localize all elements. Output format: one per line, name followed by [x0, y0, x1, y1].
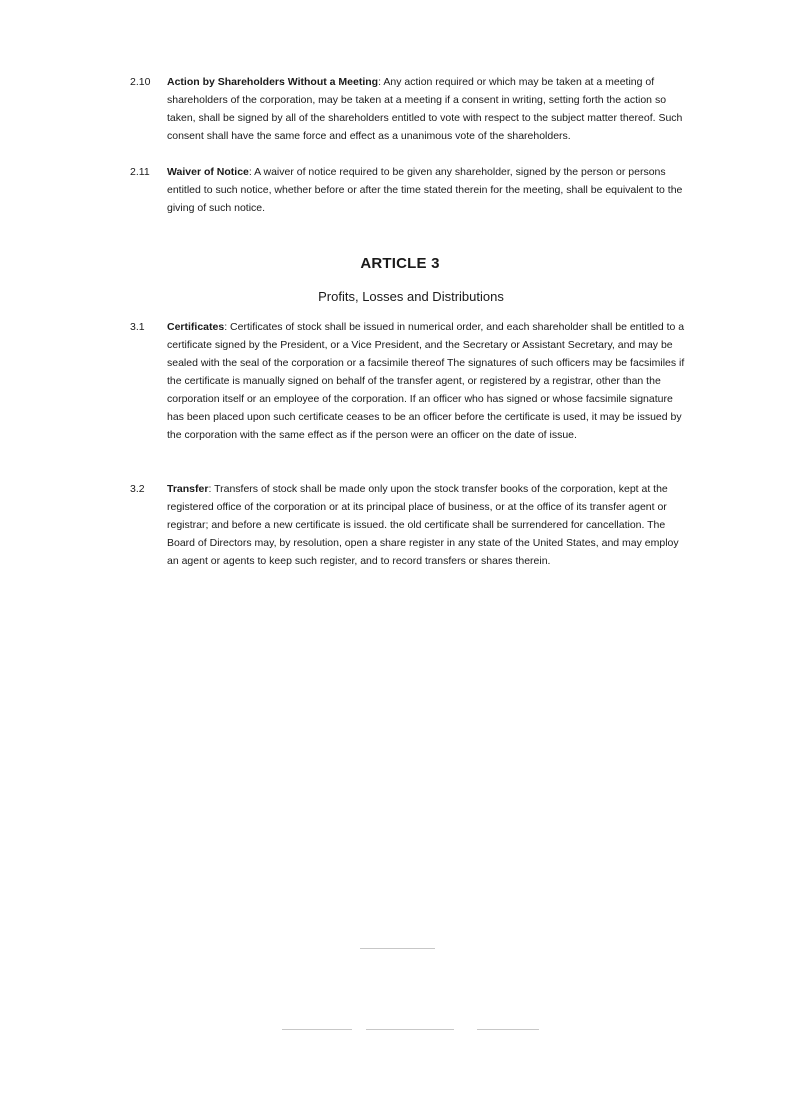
section-2-10	[130, 73, 690, 145]
section-3-2	[130, 480, 690, 570]
section-number: 2.10	[130, 76, 151, 88]
article-subtitle: Profits, Losses and Distributions	[318, 289, 504, 304]
scan-artifact-line	[282, 1029, 352, 1030]
section-heading: Transfer	[167, 483, 209, 495]
section-text: : Transfers of stock shall be made only upon the stock transfer books of the corporation, kept at the registered office of the corporation or at its principal place of business, or at the office of its transfer agent or registrar; and before a new certificate is issued. the old certificate shall be surrendered for cancellation. The Board of Directors may, by resolution, open a share register in any state of the United States, and may employ an agent or agents to keep such register, and to record transfers or shares therein.	[167, 483, 679, 567]
scan-artifact-line	[477, 1029, 539, 1030]
section-text: : A waiver of notice required to be given any shareholder, signed by the person or persons entitled to such notice, whether before or after the time stated therein for the meeting, shall be equivalent to the giving of such notice.	[167, 166, 683, 214]
section-heading: Waiver of Notice	[167, 166, 249, 178]
section-number: 3.2	[130, 483, 145, 495]
section-2-11	[130, 163, 690, 217]
scan-artifact-line	[366, 1029, 454, 1030]
section-heading: Action by Shareholders Without a Meeting	[167, 76, 379, 88]
section-heading: Certificates	[167, 321, 225, 333]
scan-artifact-line	[360, 948, 435, 949]
section-body	[167, 318, 690, 444]
section-3-1	[130, 318, 690, 444]
section-body	[167, 163, 690, 217]
article-title: ARTICLE 3	[360, 255, 440, 272]
section-body	[167, 480, 690, 570]
section-body	[167, 73, 690, 145]
section-text: : Any action required or which may be taken at a meeting of shareholders of the corporation, may be taken at a meeting if a consent in writing, setting forth the action so taken, shall be signed by all of the shareholders entitled to vote with respect to the subject matter thereof. Such consent shall have the same force and effect as a unanimous vote of the shareholders.	[167, 76, 683, 142]
section-number: 3.1	[130, 321, 145, 333]
section-text: : Certificates of stock shall be issued in numerical order, and each shareholder shall be entitled to a certificate signed by the President, or a Vice President, and the Secretary or Assistant Secretary, and may be sealed with the seal of the corporation or a facsimile thereof The signatures of such officers may be facsimiles if the certificate is manually signed on behalf of the transfer agent, or registered by a registrar, other than the corporation itself or an employee of the corporation. If an officer who has signed or whose facsimile signature has been placed upon such certificate ceases to be an officer before the certificate is used, it may be issued by the corporation with the same effect as if the person were an officer on the date of issue.	[167, 321, 685, 441]
section-number: 2.11	[130, 166, 150, 178]
